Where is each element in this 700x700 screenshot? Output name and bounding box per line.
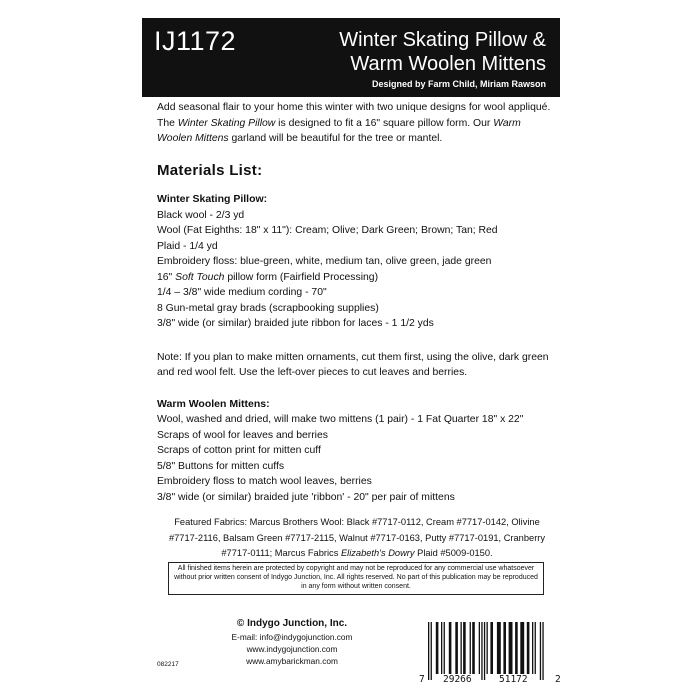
barcode-bar bbox=[479, 622, 480, 674]
title-line-1: Winter Skating Pillow & bbox=[339, 29, 546, 51]
form-item-post: pillow form (Fairfield Processing) bbox=[224, 271, 379, 283]
barcode-bar bbox=[441, 622, 442, 674]
barcode-bar bbox=[431, 622, 432, 680]
mittens-section-title: Warm Woolen Mittens: bbox=[157, 397, 270, 410]
list-item: 3/8" wide (or similar) braided jute 'ribbon' - 20" per pair of mittens bbox=[157, 491, 455, 503]
barcode-bar bbox=[535, 622, 536, 674]
barcode-bar bbox=[515, 622, 518, 674]
barcode-bar bbox=[490, 622, 493, 674]
copyright-notice: All finished items herein are protected by copyright and may not be reproduced for any commercial use whatsoever without prior written consent of Indygo Junction, Inc. All rights reserved. No part of this publication may be reproduced in any form without written consent. bbox=[168, 562, 544, 595]
contact-block bbox=[218, 617, 366, 667]
list-item: 5/8" Buttons for mitten cuffs bbox=[157, 460, 285, 472]
company-name: © Indygo Junction, Inc. bbox=[236, 618, 348, 629]
list-item: Scraps of wool for leaves and berries bbox=[157, 429, 328, 441]
barcode-bar bbox=[503, 622, 506, 674]
list-item bbox=[157, 270, 557, 286]
barcode-bar bbox=[532, 622, 533, 674]
list-item: Wool, washed and dried, will make two mittens (1 pair) - 1 Fat Quarter 18" x 22" bbox=[157, 414, 524, 425]
barcode-bar bbox=[487, 622, 488, 674]
website-link-1: www.indygojunction.com bbox=[246, 644, 338, 654]
intro-italic-2: Warm Woolen Mittens bbox=[157, 117, 521, 144]
barcode-bar bbox=[444, 622, 445, 674]
header-banner bbox=[142, 18, 560, 97]
barcode-bar bbox=[520, 622, 524, 674]
form-item-pre: 16" bbox=[157, 271, 176, 283]
pillow-section-title: Winter Skating Pillow: bbox=[157, 193, 268, 205]
barcode-bar bbox=[509, 622, 513, 674]
intro-paragraph bbox=[157, 100, 557, 147]
intro-text-1: Add seasonal flair to your home this winter with two unique designs for wool appliqué. The bbox=[157, 102, 551, 129]
barcode-bar bbox=[497, 622, 501, 674]
materials-heading: Materials List: bbox=[157, 161, 263, 179]
barcode-last-digit: 2 bbox=[555, 674, 561, 685]
barcode-group-2: 51172 bbox=[499, 674, 528, 685]
mittens-materials-list bbox=[157, 412, 557, 505]
form-item-italic: Soft Touch bbox=[175, 271, 225, 283]
barcode-bar bbox=[540, 622, 541, 680]
website-link-2: www.amybarickman.com bbox=[246, 656, 338, 666]
intro-text-3: garland will be beautiful for the tree or mantel. bbox=[228, 133, 443, 144]
barcode-bar bbox=[428, 622, 429, 680]
intro-italic-1: Winter Skating Pillow bbox=[177, 117, 276, 129]
list-item: 1/4 – 3/8" wide medium cording - 70" bbox=[157, 287, 327, 298]
fabrics-text-2: Plaid #5009-0150. bbox=[414, 548, 493, 558]
title-line-2: Warm Woolen Mittens bbox=[350, 53, 546, 75]
pattern-title bbox=[339, 28, 546, 76]
barcode-first-digit: 7 bbox=[419, 674, 425, 685]
document-number: 082217 bbox=[157, 661, 179, 668]
barcode-bar bbox=[542, 622, 543, 680]
list-item: 3/8" wide (or similar) braided jute ribbon for laces - 1 1/2 yds bbox=[157, 318, 434, 329]
barcode-bar bbox=[470, 622, 471, 674]
barcode-bar bbox=[527, 622, 530, 674]
list-item: Embroidery floss to match wool leaves, berries bbox=[157, 476, 372, 487]
barcode-group-1: 29266 bbox=[443, 674, 472, 685]
fabrics-italic: Elizabeth's Dowry bbox=[340, 548, 415, 558]
featured-fabrics bbox=[168, 515, 546, 562]
list-item: Embroidery floss: blue-green, white, medium tan, olive green, jade green bbox=[157, 256, 492, 267]
mitten-note: Note: If you plan to make mitten ornaments, cut them first, using the olive, dark green and red wool felt. Use the left-over pieces to cut leaves and berries. bbox=[157, 351, 549, 378]
list-item: Black wool - 2/3 yd bbox=[157, 209, 245, 221]
fabrics-text-1: Featured Fabrics: Marcus Brothers Wool: Black #7717-0112, Cream #7717-0142, Olivine #7717-2116, Balsam Green #7717-2115, Walnut #7717-0163, Putty #7717-0191, Cranberry #7717-0111; Marcus Fabrics bbox=[168, 517, 546, 558]
barcode-bar bbox=[436, 622, 439, 674]
barcode-bar bbox=[463, 622, 466, 674]
email-address: E-mail: info@indygojunction.com bbox=[231, 632, 353, 642]
barcode-bar bbox=[461, 622, 462, 674]
designer-byline: Designed by Farm Child, Miriam Rawson bbox=[371, 79, 546, 89]
barcode-bar bbox=[484, 622, 485, 680]
pattern-code: IJ1172 bbox=[154, 26, 237, 56]
barcode-bar bbox=[481, 622, 482, 680]
barcode-bar bbox=[449, 622, 452, 674]
list-item: Wool (Fat Eighths: 18" x 11"): Cream; Olive; Dark Green; Brown; Tan; Red bbox=[157, 225, 498, 236]
barcode-bar bbox=[455, 622, 458, 674]
list-item: Plaid - 1/4 yd bbox=[157, 240, 218, 252]
intro-text-2: is designed to fit a 16" square pillow form. Our bbox=[275, 117, 494, 129]
list-item: 8 Gun-metal gray brads (scrapbooking supplies) bbox=[157, 302, 379, 314]
main-content bbox=[157, 100, 557, 505]
barcode-bar bbox=[472, 622, 475, 674]
barcode-bars bbox=[418, 620, 563, 682]
list-item: Scraps of cotton print for mitten cuff bbox=[157, 445, 321, 456]
upc-barcode bbox=[418, 620, 563, 685]
pillow-materials-list bbox=[157, 208, 557, 332]
